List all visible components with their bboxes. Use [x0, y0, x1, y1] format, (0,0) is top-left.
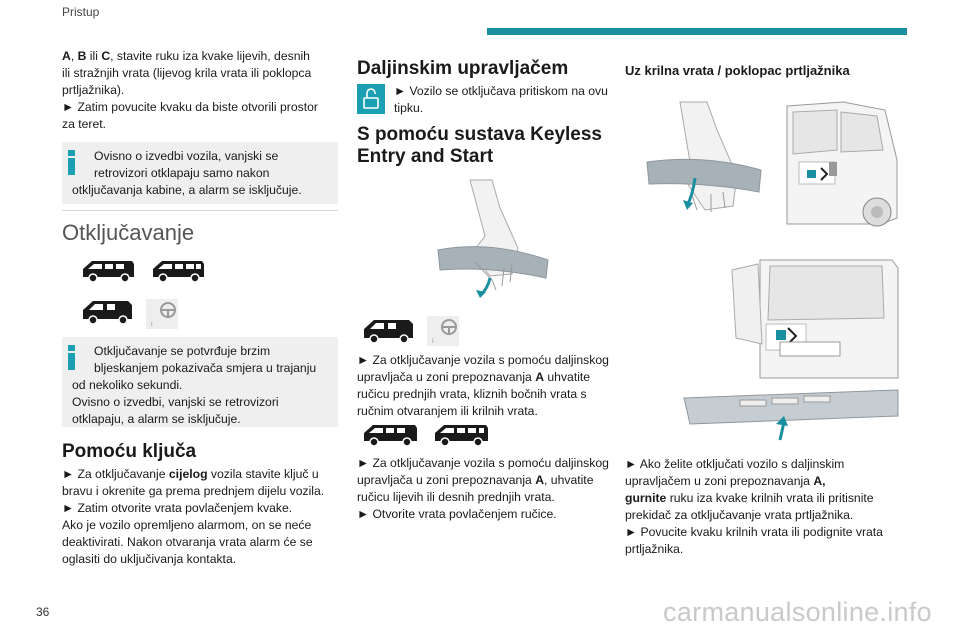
hand-on-handle-illustration [645, 100, 765, 218]
column-1 [62, 48, 342, 133]
intro-line-5: za teret. [62, 117, 107, 131]
hand-on-handle-illustration [430, 178, 555, 308]
info-box-unlock-confirm: Otključavanje se potvrđuje brzim bljeskanjem pokazivača smjera u trajanju od nekoliko sekundi. Ovisno o izvedbi, vanjski se retrovizori otklapaju, a alarm se isključuje. [62, 337, 338, 427]
svg-text:i: i [151, 321, 153, 328]
header-section-label: Pristup [62, 5, 100, 19]
intro-line-4: ► Zatim povucite kvaku da biste otvorili prostor [62, 100, 318, 114]
heading-keyless: S pomoću sustava Keyless Entry and Start [357, 124, 602, 167]
heading-remote-control: Daljinskim upravljačem [357, 58, 569, 79]
remote-text: ► Vozilo se otključava pritiskom na ovu tipku. [394, 84, 608, 115]
keyless-paragraph-1: ► Za otključavanje vozila s pomoću daljinskog upravljača u zoni prepoznavanja A uhvatite ručicu prednjih vrata, kliznih bočnih vrata s ručnim otvaranjem ili krilnih vrata. [357, 353, 609, 418]
van-icon [361, 317, 417, 345]
intro-line-3: prtljažnika). [62, 83, 125, 97]
watermark: carmanualsonline.info [663, 597, 932, 627]
intro-line-2: ili stražnjih vrata (lijevog krila vrata ili poklopca [62, 66, 312, 80]
van-icon [432, 422, 490, 448]
page-number: 36 [36, 605, 50, 619]
unlock-icon [357, 84, 385, 114]
svg-text:i: i [432, 338, 434, 345]
van-icon [80, 298, 136, 326]
intro-line-1: A, B ili C, stavite ruku iza kvake lijevih, desnih [62, 49, 310, 63]
van-icon [361, 422, 419, 448]
key-instructions: ► Za otključavanje cijelog vozila stavite ključ u bravu i okrenite ga prema prednjem dijelu vozila. ► Zatim otvorite vrata povlačenjem kvake. Ako je vozilo opremljeno alarmom, on se neće deaktivirati. Nakon otvaranja vrata alarm će se oglasiti do uključivanja kontakta. [62, 467, 325, 566]
van-icon [80, 258, 136, 284]
van-icon [150, 258, 206, 284]
keyless-paragraph-2: ► Za otključavanje vozila s pomoću daljinskog upravljača u zoni prepoznavanja A, uhvatite ručicu lijevih ili desnih prednjih vrata. ► Otvorite vrata povlačenjem ručice. [357, 456, 609, 521]
header-accent-bar [487, 28, 907, 35]
van-rear-illustration [680, 258, 902, 448]
van-rear-illustration [785, 100, 900, 230]
steering-wheel-icon [427, 316, 459, 346]
info-icon [68, 150, 75, 176]
info-icon [68, 345, 75, 371]
steering-wheel-icon [146, 299, 178, 329]
heading-unlocking: Otključavanje [62, 220, 195, 245]
heading-with-key: Pomoću ključa [62, 441, 197, 462]
heading-wing-doors-tailgate: Uz krilna vrata / poklopac prtljažnika [625, 63, 850, 78]
info-box-mirrors: Ovisno o izvedbi vozila, vanjski se retrovizori otklapaju samo nakon otključavanja kabine, a alarm se isključuje. [62, 142, 338, 204]
wing-doors-paragraph: ► Ako želite otključati vozilo s daljinskim upravljačem u zoni prepoznavanja A, gurnite ruku iza kvake krilnih vrata ili pritisnite prekidač za otključavanje vrata prtljažnika. ► Povucite kvaku krilnih vrata ili podignite vrata prtljažnika. [625, 457, 883, 556]
divider [62, 210, 338, 211]
